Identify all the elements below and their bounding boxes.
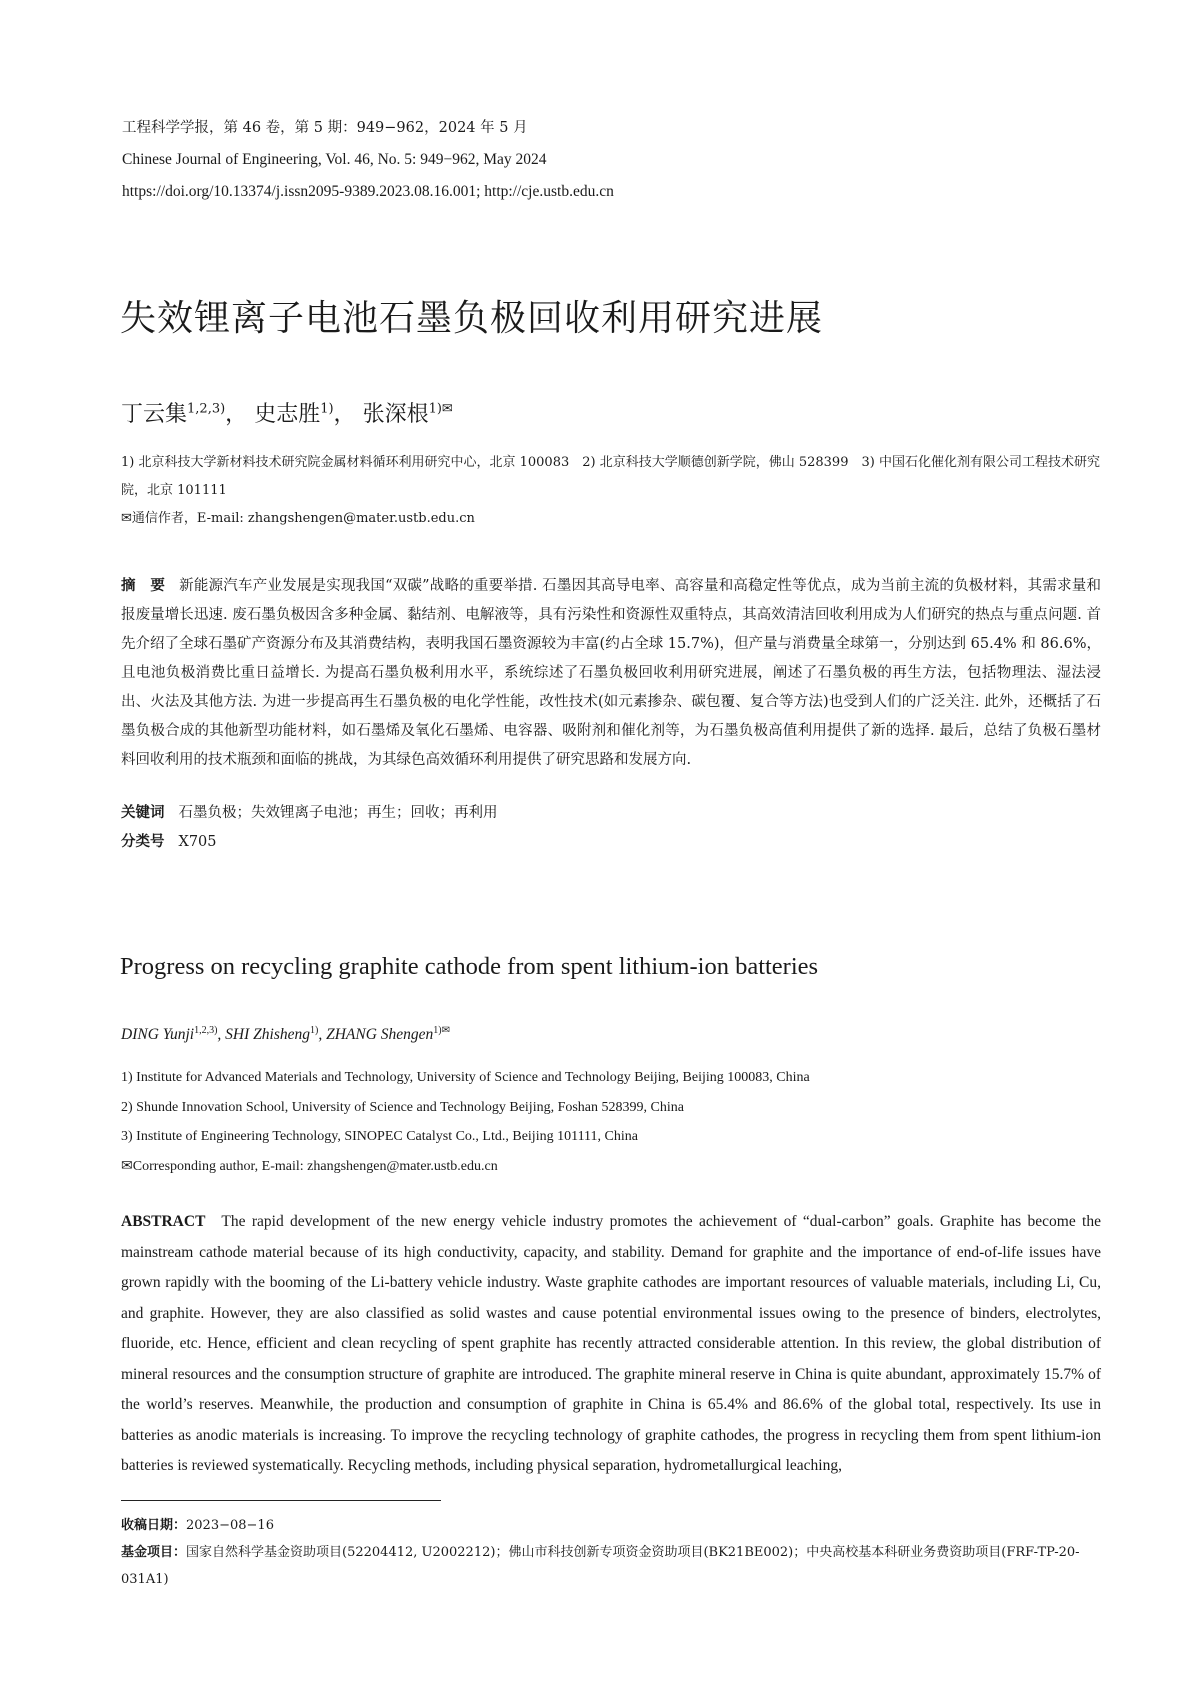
author-en-1-affil: 1,2,3) xyxy=(194,1025,218,1036)
corresponding-author-cn: ✉通信作者，E-mail: zhangshengen@mater.ustb.edu.cn xyxy=(121,511,475,526)
affiliations-cn xyxy=(121,449,1101,533)
affiliation-en-1: 1) Institute for Advanced Materials and Technology, University of Science and Technology Beijing, Beijing 100083, China xyxy=(121,1070,810,1085)
received-label: 收稿日期： xyxy=(121,1518,187,1533)
title-cn: 失效锂离子电池石墨负极回收利用研究进展 xyxy=(120,298,824,339)
affiliation-cn-text: 1) 北京科技大学新材料技术研究院金属材料循环利用研究中心，北京 100083 2) 北京科技大学顺德创新学院，佛山 528399 3) 中国石化催化剂有限公司工程技术研究院，北京 101111 xyxy=(121,455,1100,498)
fund-label: 基金项目： xyxy=(121,1545,187,1560)
author-separator: ， xyxy=(225,402,248,427)
classification-cn xyxy=(121,830,217,851)
author-en-3: ZHANG Shengen xyxy=(326,1026,434,1044)
fund-info xyxy=(121,1539,1101,1593)
classification-cn-text: X705 xyxy=(178,834,217,850)
fund-value: 国家自然科学基金资助项目(52204412, U2002212)；佛山市科技创新专项资金资助项目(BK21BE002)；中央高校基本科研业务费资助项目(FRF-TP-20-031A1) xyxy=(121,1545,1080,1587)
author-cn-1: 丁云集 xyxy=(121,402,188,427)
author-cn-1-affil: 1,2,3) xyxy=(187,401,226,417)
authors-cn xyxy=(121,397,453,428)
corresponding-author-en: ✉Corresponding author, E-mail: zhangshengen@mater.ustb.edu.cn xyxy=(121,1158,498,1174)
keywords-cn-label: 关键词 xyxy=(121,804,165,821)
journal-header xyxy=(122,112,614,208)
authors-en xyxy=(121,1025,450,1044)
author-separator: , xyxy=(217,1026,226,1044)
abstract-cn xyxy=(121,571,1101,775)
keywords-cn xyxy=(121,801,498,822)
author-en-3-affil: 1)✉ xyxy=(433,1025,451,1036)
author-en-2: SHI Zhisheng xyxy=(225,1026,310,1044)
author-cn-3-affil: 1)✉ xyxy=(428,401,453,417)
author-cn-2: 史志胜 xyxy=(254,402,321,427)
title-en: Progress on recycling graphite cathode from spent lithium-ion batteries xyxy=(120,953,819,980)
author-en-1: DING Yunji xyxy=(121,1026,195,1044)
doi-link[interactable]: https://doi.org/10.13374/j.issn2095-9389.2023.08.16.001; http://cje.ustb.edu.cn xyxy=(122,183,614,200)
author-en-2-affil: 1) xyxy=(310,1025,319,1036)
affiliation-en-2: 2) Shunde Innovation School, University of Science and Technology Beijing, Foshan 528399, China xyxy=(121,1099,684,1115)
abstract-en xyxy=(121,1207,1101,1482)
footnote-divider xyxy=(121,1500,441,1501)
author-cn-2-affil: 1) xyxy=(320,401,334,417)
author-cn-3: 张深根 xyxy=(362,402,429,427)
received-date xyxy=(121,1512,1101,1539)
journal-citation-cn: 工程科学学报，第 46 卷，第 5 期：949−962，2024 年 5 月 xyxy=(122,120,528,136)
abstract-en-label: ABSTRACT xyxy=(121,1213,206,1230)
received-value: 2023−08−16 xyxy=(186,1518,274,1533)
abstract-en-text: The rapid development of the new energy vehicle industry promotes the achievement of “dual-carbon” goals. Graphite has become the mainstream cathode material because of its high conductivity, capacity, and stability. Demand for graphite and the importance of end-of-life issues have grown rapidly with the booming of the Li-battery vehicle industry. Waste graphite cathodes are important resources of valuable materials, including Li, Cu, and graphite. However, they are also classified as solid wastes and cause potential environmental issues owing to the presence of binders, electrolytes, fluoride, etc. Hence, efficient and clean recycling of spent graphite has recently attracted considerable attention. In this review, the global distribution of mineral resources and the consumption structure of graphite are introduced. The graphite mineral reserve in China is quite abundant, approximately 15.7% of the world’s reserves. Meanwhile, the production and consumption of graphite in China is 65.4% and 86.6% of the global total, respectively. Its use in batteries as anodic materials is increasing. To improve the recycling technology of graphite cathodes, the progress in recycling them from spent lithium-ion batteries is reviewed systematically. Recycling methods, including physical separation, hydrometallurgical leaching, xyxy=(121,1213,1101,1474)
affiliation-en-3: 3) Institute of Engineering Technology, SINOPEC Catalyst Co., Ltd., Beijing 101111, China xyxy=(121,1129,638,1144)
abstract-cn-label: 摘 要 xyxy=(121,577,166,594)
affiliations-en xyxy=(121,1063,1111,1181)
keywords-cn-text: 石墨负极；失效锂离子电池；再生；回收；再利用 xyxy=(178,805,498,821)
classification-cn-label: 分类号 xyxy=(121,833,165,850)
journal-citation-en: Chinese Journal of Engineering, Vol. 46, No. 5: 949−962, May 2024 xyxy=(122,151,547,168)
abstract-cn-text: 新能源汽车产业发展是实现我国“双碳”战略的重要举措. 石墨因其高导电率、高容量和高稳定性等优点，成为当前主流的负极材料，其需求量和报废量增长迅速. 废石墨负极因含多种金属、黏结剂、电解液等，具有污染性和资源性双重特点，其高效清洁回收利用成为人们研究的热点与重点问题. 首先介绍了全球石墨矿产资源分布及其消费结构，表明我国石墨资源较为丰富(约占全球 15.7%)，但产量与消费量全球第一，分别达到 65.4% 和 86.6%，且电池负极消费比重日益增长. 为提高石墨负极利用水平，系统综述了石墨负极回收利用研究进展，阐述了石墨负极的再生方法，包括物理法、湿法浸出、火法及其他方法. 为进一步提高再生石墨负极的电化学性能，改性技术(如元素掺杂、碳包覆、复合等方法)也受到人们的广泛关注. 此外，还概括了石墨负极合成的其他新型功能材料，如石墨烯及氧化石墨烯、电容器、吸附剂和催化剂等，为石墨负极高值利用提供了新的选择. 最后，总结了负极石墨材料回收利用的技术瓶颈和面临的挑战，为其绿色高效循环利用提供了研究思路和发展方向. xyxy=(121,578,1101,768)
author-separator: , xyxy=(318,1026,327,1044)
footnote xyxy=(121,1512,1101,1593)
author-separator: ， xyxy=(333,402,356,427)
